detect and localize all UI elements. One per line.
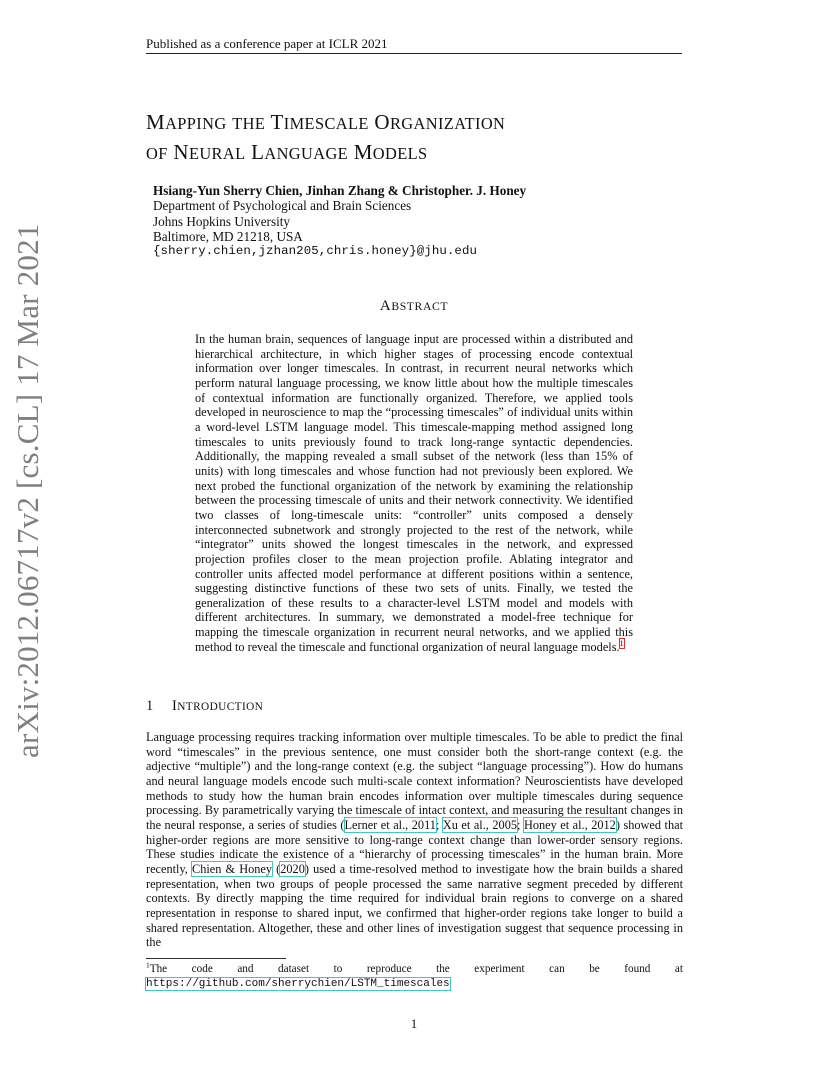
intro-text-2: ) showed that higher-order regions are more sensitive to long-range context change than lower-order sensory regions. These studies indicate the existence of a “hierarchy of processing timescales” in the human brain. More recently, xyxy=(146,817,683,876)
citation-link[interactable]: Honey et al., 2012 xyxy=(523,817,616,832)
citation-link[interactable]: Xu et al., 2005 xyxy=(442,817,517,832)
author-department: Department of Psychological and Brain Sciences xyxy=(153,198,412,214)
abstract-text: In the human brain, sequences of language input are processed within a distributed and hierarchical architecture, in which higher stages of processing encode contextual information over longer timescales. In contrast, in recurrent neural networks which perform natural language processing, we know little about how the multiple timescales of contextual information are functionally organized. Therefore, we applied tools developed in neuroscience to map the “processing timescales” of individual units within a word-level LSTM language model. This timescale-mapping method assigned long timescales to units previously found to track long-range syntactic dependencies. Additionally, the mapping revealed a small subset of the network (less than 15% of units) with long timescales and whose function had not previously been explored. We next probed the functional organization of the network by examining the relationship between the processing timescale of units and their network connectivity. We identified two classes of long-timescale units: “controller” units composed a densely interconnected subnetwork and strongly projected to the rest of the network, while “integrator” units showed the longest timescales in the network, and expressed projection profiles closer to the mean projection profile. Ablating integrator and controller units affected model performance at different positions within a sentence, suggesting distinctive functions of these two sets of units. Finally, we tested the generalization of these results to a character-level LSTM model and models with different architectures. In summary, we demonstrated a model-free technique for mapping the timescale organization in recurrent neural networks, and we applied this method to reveal the timescale and functional organization of neural language models. xyxy=(195,332,633,654)
page-number: 1 xyxy=(410,1016,418,1031)
footnote-rule xyxy=(146,958,286,959)
author-university: Johns Hopkins University xyxy=(153,213,291,229)
author-city: Baltimore, MD 21218, USA xyxy=(153,228,303,244)
footnote xyxy=(146,962,683,991)
footnote-url-link[interactable]: https://github.com/sherrychien/LSTM_timescales xyxy=(146,978,450,990)
title-line-1: MAPPING THE TIMESCALE ORGANIZATION xyxy=(146,110,506,134)
arxiv-stamp[interactable]: arXiv:2012.06717v2 [cs.CL] 17 Mar 2021 xyxy=(10,223,45,758)
author-emails: {sherry.chien,jzhan205,chris.honey}@jhu.edu xyxy=(153,244,478,259)
paper-title xyxy=(146,108,686,168)
title-line-2: OF NEURAL LANGUAGE MODELS xyxy=(146,140,428,164)
section-heading xyxy=(146,698,263,715)
footnote-text: The code and dataset to reproduce the experiment can be found at xyxy=(149,963,683,975)
abstract-heading: ABSTRACT xyxy=(379,298,449,314)
footnote-link[interactable]: 1 xyxy=(619,638,624,648)
citation-separator: ; xyxy=(435,817,443,832)
footnote-number: 1 xyxy=(146,960,150,970)
citation-link[interactable]: Chien & Honey xyxy=(192,861,273,876)
intro-text-3: ) used a time-resolved method to investigate how the brain builds a shared representation, when two groups of people processed the same narrative segment preceded by different contexts. By directly mapping the time required for individual brain regions to converge on a shared representation in response to shared input, we confirmed that higher-order regions take longer to build a shared representation. Altogether, these and other lines of investigation suggest that sequence processing in the xyxy=(146,861,683,950)
running-header: Published as a conference paper at ICLR 2021 xyxy=(146,36,388,51)
intro-text-1: Language processing requires tracking information over multiple timescales. To be able to predict the final word “timescales” in the previous sentence, one must consider both the short-range context (e.g. the adjective “multiple”) and the long-range context (e.g. the subject “language processing”). How do humans and neural language models encode such multi-scale context information? Neuroscientists have developed methods to study how the human brain encodes information over multiple timescales during sequence processing. By parametrically varying the timescale of intact context, and measuring the resultant changes in the neural response, a series of studies ( xyxy=(146,730,683,832)
author-names: Hsiang-Yun Sherry Chien, Jinhan Zhang & Christopher. J. Honey xyxy=(153,183,527,198)
citation-link[interactable]: Lerner et al., 2011 xyxy=(344,817,436,832)
section-title: INTRODUCTION xyxy=(172,698,264,714)
abstract-body xyxy=(195,332,633,654)
section-number: 1 xyxy=(146,698,154,714)
citation-separator: ( xyxy=(272,861,281,876)
intro-paragraph xyxy=(146,730,683,950)
header-rule xyxy=(146,53,682,54)
author-block xyxy=(153,183,526,259)
citation-separator: ; xyxy=(517,817,524,832)
citation-link[interactable]: 2020 xyxy=(280,861,305,876)
